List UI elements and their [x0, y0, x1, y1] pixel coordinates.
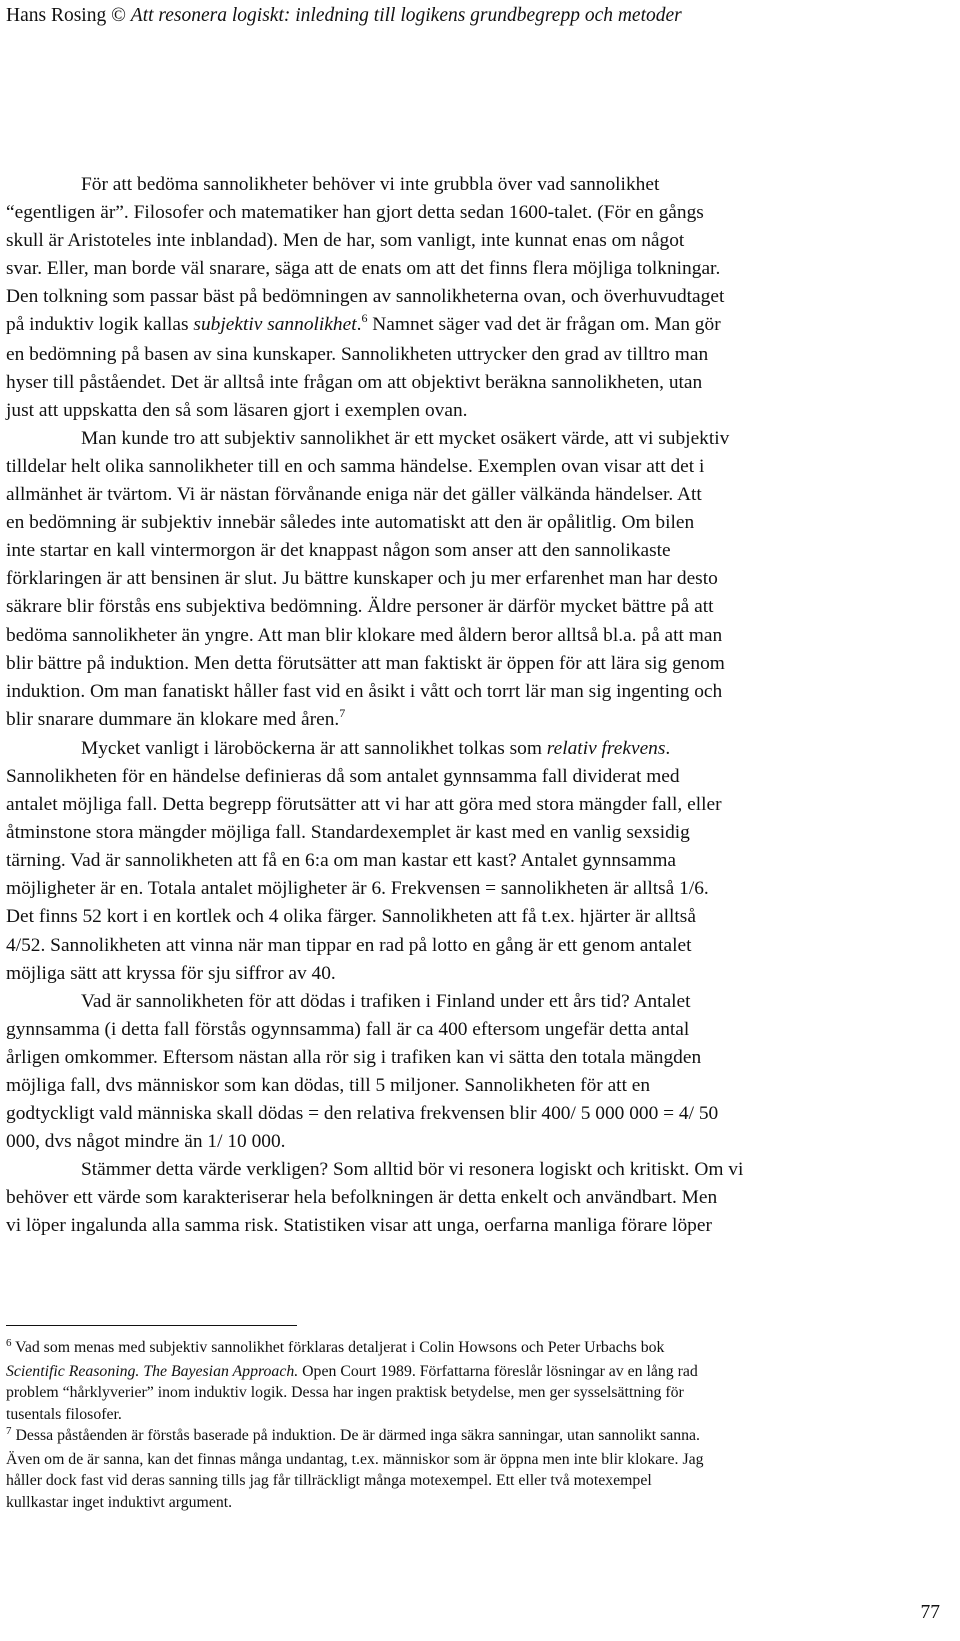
p5-line: Stämmer detta värde verkligen? Som alltid bör vi resonera logiskt och kritiskt. Om vi [81, 1159, 744, 1181]
p3-line: 4/52. Sannolikheten att vinna när man tippar en rad på lotto en gång är ett genom antalet [6, 934, 692, 956]
p2-line: allmänhet är tvärtom. Vi är nästan förvånande eniga när det gäller välkända händelser. Att [6, 484, 702, 506]
footnote-6-line [6, 1337, 908, 1361]
footnote-6-text: Vad som menas med subjektiv sannolikhet förklaras detaljerat i Colin Howsons och Peter Urbachs bok [11, 1339, 665, 1356]
p5-line: behöver ett värde som karakteriserar hela befolkningen är detta enkelt och användbart. Men [6, 1187, 718, 1209]
p3-text: . [665, 737, 671, 759]
p3-line: Sannolikheten för en händelse definieras då som antalet gynnsamma fall dividerat med [6, 765, 680, 787]
p1-line: skull är Aristoteles inte inblandad). Men de har, som vanligt, inte kunnat enas om något [6, 230, 685, 252]
p3-line: Det finns 52 kort i en kortlek och 4 olika färger. Sannolikheten att få t.ex. hjärter är alltså [6, 906, 696, 928]
p2-line: förklaringen är att bensinen är slut. Ju bättre kunskaper och ju mer erfarenhet man har desto [6, 568, 718, 590]
footnote-7-line: kullkastar inget induktivt argument. [6, 1493, 233, 1511]
header-title: Att resonera logiskt: inledning till logikens grundbegrepp och metoder [130, 5, 682, 26]
header-author: Hans Rosing © [6, 5, 126, 26]
footnote-7-line [6, 1425, 908, 1449]
p1-line: hyser till påståendet. Det är alltså inte frågan om att objektivt beräkna sannolikheten, utan [6, 371, 703, 393]
running-header [6, 4, 682, 28]
p2-line: säkrare blir förstås ens subjektiva bedömning. Äldre personer är därför mycket bättre på att [6, 596, 714, 618]
p4-line: årligen omkommer. Eftersom nästan alla rör sig i trafiken kan vi sätta den totala mängden [6, 1046, 702, 1068]
p3-line: möjligheter är en. Totala antalet möjligheter är 6. Frekvensen = sannolikheten är alltså 1/6. [6, 878, 709, 900]
p2-line: bedöma sannolikheter än yngre. Att man blir klokare med åldern beror alltså bl.a. på att man [6, 624, 723, 646]
footnote-7-marker: 7 [6, 1425, 12, 1437]
page-number: 77 [920, 1602, 940, 1623]
p3-line: åtminstone stora mängder möjliga fall. Standardexemplet är kast med en vanlig sexsidig [6, 822, 690, 844]
footnote-6-line: problem “hårklyverier” inom induktiv logik. Dessa har ingen praktisk betydelse, men ger sysselsättning för [6, 1384, 684, 1401]
p2-line: induktion. Om man fanatiskt håller fast vid en åsikt i vått och torrt lär man sig ingenting och [6, 680, 723, 702]
p1-line: svar. Eller, man borde väl snarare, säga att de enats om att det finns flera möjliga tolkningar. [6, 258, 721, 280]
p4-line: Vad är sannolikheten för att dödas i trafiken i Finland under ett års tid? Antalet [81, 990, 691, 1012]
p1-line: “egentligen är”. Filosofer och matematiker han gjort detta sedan 1600-talet. (För en gångs [6, 202, 704, 224]
footnote-6-line: tusentals filosofer. [6, 1405, 122, 1423]
p4-line: gynnsamma (i detta fall förstås ogynnsamma) fall är ca 400 eftersom ungefär detta antal [6, 1018, 690, 1040]
p1-line [6, 311, 899, 340]
footnote-6-line [6, 1361, 908, 1383]
p4-line: möjliga fall, dvs människor som kan dödas, till 5 miljoner. Sannolikheten för att en [6, 1075, 651, 1096]
footnote-7-line: håller dock fast vid deras sanning tills jag får tillräckligt många motexempel. Ett eller två motexempel [6, 1472, 652, 1489]
p2-line: tilldelar helt olika sannolikheter till en och samma händelse. Exemplen ovan visar att det i [6, 455, 705, 477]
footnote-ref-6[interactable]: 6 [361, 311, 368, 326]
p1-line: För att bedöma sannolikheter behöver vi inte grubbla över vad sannolikhet [81, 174, 660, 195]
footnote-separator [6, 1325, 297, 1326]
p1-text: på induktiv logik kallas [6, 314, 194, 336]
footnotes [6, 1337, 908, 1513]
p1-text: . [356, 314, 362, 336]
term-subjektiv-sannolikhet: subjektiv sannolikhet [193, 314, 357, 336]
p2-line: blir bättre på induktion. Men detta förutsätter att man faktiskt är öppen för att lära sig genom [6, 652, 725, 674]
footnote-7-line: Även om de är sanna, kan det finnas många undantag, t.ex. människor som är öppna men inte blir klokare. Jag [6, 1450, 704, 1468]
p2-text: blir snarare dummare än klokare med åren. [6, 708, 340, 730]
p2-line: Man kunde tro att subjektiv sannolikhet är ett mycket osäkert värde, att vi subjektiv [81, 427, 730, 449]
p5-line: vi löper ingalunda alla samma risk. Statistiken visar att unga, oerfarna manliga förare löper [6, 1215, 712, 1237]
p3-line: tärning. Vad är sannolikheten att få en 6:a om man kastar ett kast? Antalet gynnsamma [6, 850, 677, 872]
p1-text: Namnet säger vad det är frågan om. Man gör [367, 314, 721, 336]
p3-line: antalet möjliga fall. Detta begrepp förutsätter att vi har att göra med stora mängder fall, eller [6, 794, 722, 816]
p1-line: en bedömning på basen av sina kunskaper. Sannolikheten uttrycker den grad av tilltro man [6, 343, 709, 365]
p3-line: möjliga sätt att kryssa för sju siffror av 40. [6, 962, 336, 984]
footnote-6-text: Open Court 1989. Författarna föreslår lösningar av en lång rad [298, 1362, 698, 1380]
footnote-ref-7[interactable]: 7 [339, 705, 346, 720]
book-title: Scientific Reasoning. The Bayesian Approach. [6, 1362, 299, 1380]
term-relativ-frekvens: relativ frekvens [546, 737, 666, 759]
p1-line: just att uppskatta den så som läsaren gjort i exemplen ovan. [6, 399, 468, 421]
footnote-6-marker: 6 [6, 1337, 12, 1349]
p2-line: inte startar en kall vintermorgon är det knappast någon som anser att den sannolikaste [6, 540, 671, 562]
p2-line: en bedömning är subjektiv innebär således inte automatiskt att den är opålitlig. Om bilen [6, 512, 695, 534]
p2-line [6, 706, 899, 735]
body-text [6, 171, 899, 1241]
p4-line: godtyckligt vald människa skall dödas = den relativa frekvensen blir 400/ 5 000 000 = 4/ 50 [6, 1103, 719, 1125]
p1-line: Den tolkning som passar bäst på bedömningen av sannolikheterna ovan, och överhuvudtaget [6, 286, 725, 308]
footnote-7-text: Dessa påståenden är förstås baserade på induktion. De är därmed inga säkra sanningar, utan sannolikt sanna. [11, 1427, 700, 1444]
p4-line: 000, dvs något mindre än 1/ 10 000. [6, 1131, 286, 1153]
p3-line [6, 735, 899, 763]
p3-text: Mycket vanligt i läroböckerna är att sannolikhet tolkas som [81, 737, 547, 759]
